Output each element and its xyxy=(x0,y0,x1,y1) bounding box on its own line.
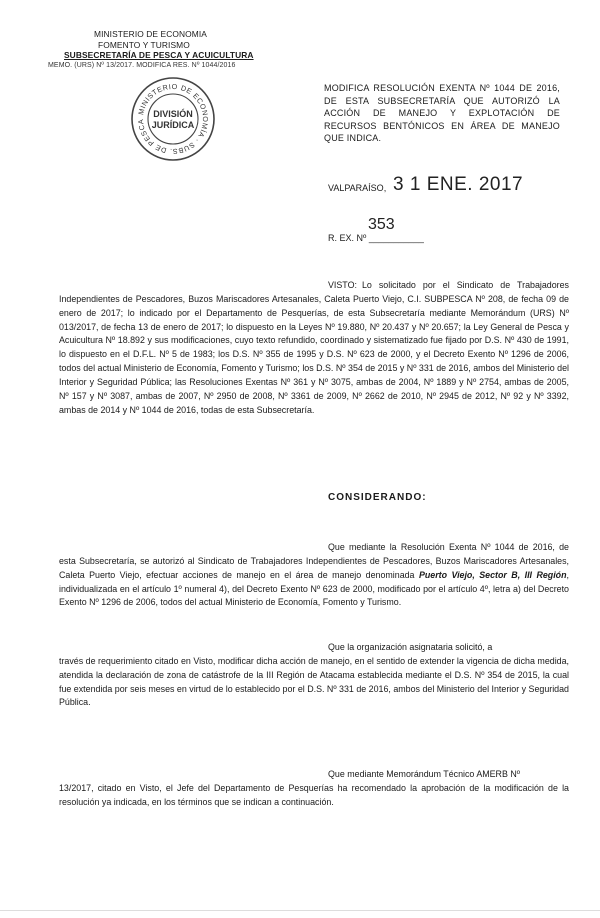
para3-rest: 13/2017, citado en Visto, el Jefe del Departamento de Pesquerías ha recomendado la aprobación de la modificación de la resolución ya indicada, en los términos que se indican a continuación. xyxy=(59,782,569,807)
para1-text-before: Que mediante la Resolución Exenta Nº 1044 de 2016, de esta Subsecretaría, se autorizó al Sindicato de Trabajadores Independientes de Pescadores, Buzos Mariscadores Artesanales, Caleta Puerto Viejo, efectuar acciones de manejo en el área de manejo denominada xyxy=(59,542,569,580)
para3-first-line: Que mediante Memorándum Técnico AMERB Nº xyxy=(328,769,520,779)
visto-text: Lo solicitado por el Sindicato de Trabajadores Independientes de Pescadores, Buzos Mariscadores Artesanales, Caleta Puerto Viejo, C.I. SUBPESCA Nº 208, de fecha 09 de enero de 2017; lo indicado por el Departamento de Pesquerías, de esta Subsecretaría mediante Memorándum (URS) Nº 013/2017, de fecha 13 de enero de 2017; lo dispuesto en la Leyes Nº 19.880, Nº 20.437 y Nº 20.657; la Ley General de Pesca y Acuicultura Nº 18.892 y sus modificaciones, cuyo texto refundido, coordinado y sistematizado fue fijado por D.S. Nº 430 de 1991, lo dispuesto en el D.F.L. Nº 5 de 1983; los D.S. Nº 355 de 1995 y D.S. Nº 623 de 2000, y el Decreto Exento Nº 1296 de 2006, todos del actual Ministerio de Economía, Fomento y Turismo; los D.S. Nº 354 de 2015 y Nº 331 de 2016, ambos del Ministerio del Interior y Seguridad Pública; las Resoluciones Exentas Nº 361 y Nº 3075, ambas de 2004, Nº 1889 y Nº 2754, ambas de 2005, Nº 157 y Nº 3087, ambas de 2007, Nº 2950 de 2008, Nº 3361 de 2009, Nº 2662 de 2010, Nº 2945 de 2012, Nº 92 y Nº 3392, ambas de 2014 y Nº 1044 de 2016, todas de esta Subsecretaría. xyxy=(59,280,569,415)
subsecretaria-name: SUBSECRETARÍA DE PESCA Y ACUICULTURA xyxy=(64,50,254,60)
place-label: VALPARAÍSO, xyxy=(328,183,387,193)
rex-blank: ___________ xyxy=(368,233,424,243)
rex-label: R. EX. Nº xyxy=(328,233,367,243)
date-stamp: 3 1 ENE. 2017 xyxy=(393,174,524,195)
considerando-paragraph-2 xyxy=(59,641,569,710)
ministry-name: MINISTERIO DE ECONOMIA xyxy=(94,29,207,39)
visto-label: VISTO: xyxy=(328,280,357,290)
considerando-paragraph-3 xyxy=(59,768,569,810)
area-name: Puerto Viejo, Sector B, III Región xyxy=(418,569,567,580)
division-juridica-stamp xyxy=(130,76,216,162)
ministry-subtitle: FOMENTO Y TURISMO xyxy=(98,39,190,50)
visto-paragraph xyxy=(59,279,569,417)
memo-reference: MEMO. (URS) Nº 13/2017. MODIFICA RES. Nº 1044/2016 xyxy=(48,61,236,69)
para2-rest: través de requerimiento citado en Visto, modificar dicha acción de manejo, en el sentido de extender la vigencia de dicha medida, atendida la declaración de zona de catástrofe de la III Región de Atacama establecida mediante el D.S. Nº 354 de 2015, la cual fue extendida por seis meses en virtud de lo establecido por el D.S. Nº 331 de 2016, ambos del Ministerio del Interior y Seguridad Pública. xyxy=(59,655,569,708)
page-bottom-edge xyxy=(0,910,600,911)
stamp-ring-text: MINISTERIO DE ECONOMÍA · SUBS. DE PESCA xyxy=(135,81,211,157)
considerando-paragraph-1 xyxy=(59,541,569,610)
resolution-number: 353 xyxy=(368,216,395,233)
stamp-center-line1: DIVISIÓN xyxy=(153,109,193,119)
para2-first-line: Que la organización asignataria solicitó, a xyxy=(328,642,493,652)
resolution-number-label xyxy=(328,233,424,243)
letterhead xyxy=(48,29,254,71)
stamp-seal-icon xyxy=(130,76,216,162)
resolution-subject: MODIFICA RESOLUCIÓN EXENTA Nº 1044 DE 2016, DE ESTA SUBSECRETARÍA QUE AUTORIZÓ LA ACCIÓN DE MANEJO Y EXPLOTACIÓN DE RECURSOS BENTÓNICOS EN ÁREA DE MANEJO QUE INDICA. xyxy=(324,83,560,144)
para1-text-after: , individualizada en el artículo 1º numeral 4), del Decreto Exento Nº 623 de 2000, modificado por el artículo 4º, letra a) del Decreto Exento Nº 1296 de 2006, todos del actual Ministerio de Economía, Fomento y Turismo. xyxy=(59,569,569,608)
stamp-center-line2: JURÍDICA xyxy=(151,120,195,130)
considerando-heading: CONSIDERANDO: xyxy=(328,492,427,503)
